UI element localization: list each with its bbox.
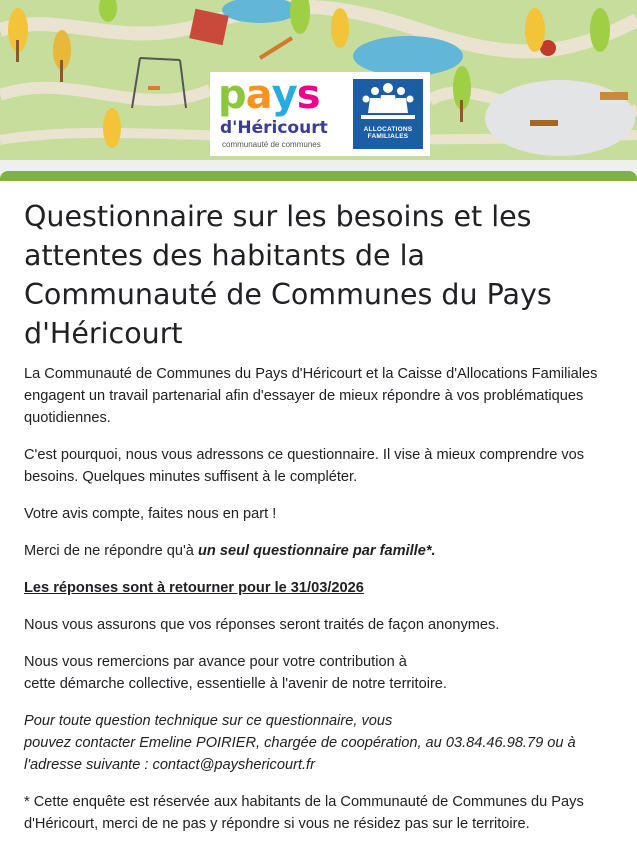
family-icon (353, 79, 423, 125)
caf-logo (353, 79, 423, 149)
form-header-card (0, 171, 637, 851)
form-title: Questionnaire sur les besoins et les attentes des habitants de la Communauté de Communes du Pays d'Héricourt (24, 200, 552, 350)
intro-paragraph: La Communauté de Communes du Pays d'Héricourt et la Caisse d'Allocations Familiales engagent un travail partenarial afin d'essayer de mieux répondre à vos problématiques quotidiennes. (24, 366, 598, 426)
one-per-family-emphasis: un seul questionnaire par famille*. (197, 543, 436, 559)
thanks-line2: cette démarche collective, essentielle à l'avenir de notre territoire. (24, 676, 447, 692)
logo-letter: p (218, 72, 246, 118)
logo-letter: y (271, 72, 297, 118)
pays-logo-wordmark (218, 72, 320, 118)
contact-line2: pouvez contacter Emeline POIRIER, chargée de coopération, au 03.84.46.98.79 ou à (24, 735, 576, 751)
contact-line1: Pour toute question technique sur ce questionnaire, vous (24, 713, 393, 729)
deadline-text: Les réponses sont à retourner pour le 31/03/2026 (24, 580, 364, 596)
header-banner (0, 0, 637, 160)
caf-logo-text (353, 126, 423, 140)
logos-panel (210, 72, 430, 156)
pays-logo-subtitle: d'Héricourt (220, 118, 328, 138)
purpose-paragraph: C'est pourquoi, nous vous adressons ce questionnaire. Il vise à mieux comprendre vos besoins. Quelques minutes suffisent à le compléter. (24, 447, 585, 485)
form-description (24, 363, 613, 835)
one-per-family-prefix: Merci de ne répondre qu'à (24, 543, 198, 559)
thanks-line1: Nous vous remercions par avance pour votre contribution à (24, 654, 407, 670)
logo-letter: a (245, 72, 272, 118)
pays-logo-tagline: communauté de communes (222, 140, 321, 149)
opinion-paragraph: Votre avis compte, faites nous en part ! (24, 506, 277, 522)
residency-note: * Cette enquête est réservée aux habitants de la Communauté de Communes du Pays d'Héricourt, merci de ne pas y répondre si vous ne résidez pas sur le territoire. (24, 794, 584, 832)
logo-letter: s (296, 72, 320, 118)
caf-line2: FAMILIALES (367, 133, 409, 140)
one-per-family-paragraph (24, 540, 613, 562)
contact-line3: l'adresse suivante : contact@payshericourt.fr (24, 757, 315, 773)
thanks-paragraph (24, 651, 613, 695)
contact-paragraph (24, 710, 613, 776)
deadline-paragraph (24, 577, 613, 599)
caf-line1: ALLOCATIONS (363, 126, 413, 133)
anonymity-paragraph: Nous vous assurons que vos réponses seront traités de façon anonymes. (24, 617, 500, 633)
